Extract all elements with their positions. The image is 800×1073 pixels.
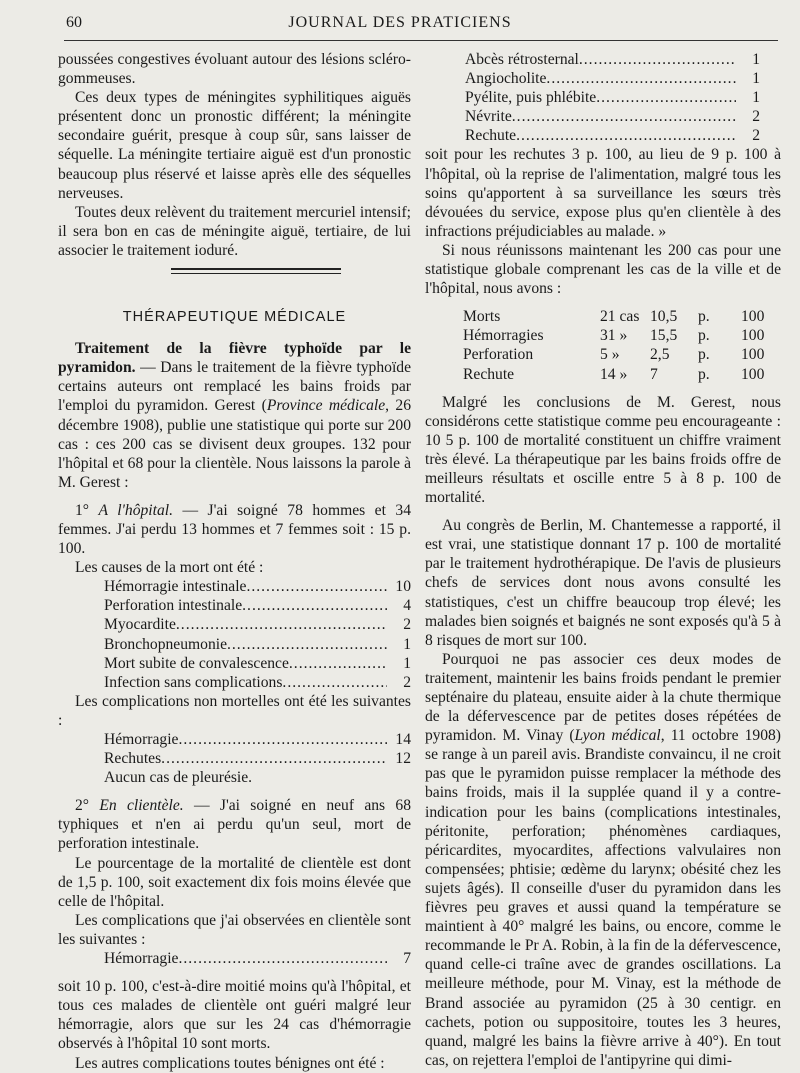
spacer — [425, 384, 781, 393]
table-row: Hémorragies 31 » 15,5 p. 100 — [463, 327, 765, 345]
paragraph: Les causes de la mort ont été : — [75, 559, 264, 577]
paragraph: 2° En clientèle. — J'ai soigné en neuf ans 68 typhiques et n'en ai perdu qu'un seul, mort de perforation intestinale. — [58, 797, 412, 853]
clinic-list — [58, 949, 411, 968]
paragraph: Ces deux types de méningites syphilitiques aiguës présentent donc un pronostic différent; la méningite secondaire guérit, presque à coup sûr, sans laisser de séquelle. La méningite tertiaire aiguë est d'un pronostic beaucoup plus réservé et laisse après elle des séquelles nerveuses. — [58, 89, 411, 202]
right-column — [425, 50, 781, 1070]
paragraph: poussées congestives évoluant autour des lésions scléro-gommeuses. — [58, 51, 411, 88]
spacer — [58, 327, 411, 339]
paragraph: Les complications que j'ai observées en clientèle sont les suivantes : — [58, 911, 411, 948]
complications-list — [58, 730, 411, 787]
table-row: Perforation 5 » 2,5 p. 100 — [463, 346, 765, 364]
paragraph: Au congrès de Berlin, M. Chantemesse a rapporté, il est vrai, une statistique donnant 17 p. 100 de mortalité par le traitement hydrothérapique. De l'avis de plusieurs chefs de services dont nous avons consulté les statistiques, c'est un chiffre beaucoup trop élevé; les malades bien soignés et baignés ne sont exposés qu'à 5 à 8 risques de mort sur 100. — [425, 517, 781, 649]
paragraph: soit 10 p. 100, c'est-à-dire moitié moins qu'à l'hôpital, et tous ces malades de clientèle ont guéri malgré leur hémorragie, alors que sur les 24 cas d'hémorragie observés à l'hôpital 10 sont morts. — [58, 978, 411, 1053]
spacer — [425, 507, 781, 516]
list-item: Myocardite ..... 2 — [104, 615, 411, 634]
spacer — [58, 492, 411, 501]
list-item: Rechute ..... 2 — [465, 126, 760, 145]
journal-title: JOURNAL DES PRATICIENS — [288, 14, 512, 31]
table-row: Rechute 14 » 7 p. 100 — [463, 365, 765, 383]
paragraph: Le pourcentage de la mortalité de clientèle est dont de 1,5 p. 100, soit exactement dix fois moins élevée que celle de l'hôpital. — [58, 854, 411, 910]
list-item: Abcès rétrosternal ..... 1 — [465, 50, 760, 69]
causes-list — [58, 577, 411, 692]
paragraph: Si nous réunissons maintenant les 200 cas pour une statistique globale comprenant les cas de la ville et de l'hôpital, nous avons : — [425, 241, 781, 298]
list-item: Bronchopneumonie ..... 1 — [104, 635, 411, 654]
list-item: Hémorragie intestinale ..... 10 — [104, 577, 411, 596]
other-complications-list — [425, 50, 760, 145]
paragraph: Pourquoi ne pas associer ces deux modes de traitement, maintenir les bains froids pendant le premier septénaire du plateau, ensuite aider à la chute thermique de la défervescence par de petites doses répétées de pyramidon. M. Vinay (Lyon médical, 11 octobre 1908) se range à un pareil avis. Brandiste convaincu, il ne croit pas que le pyramidon puisse remplacer la méthode des bains froids, mais il la supplée quand il y a contre-indication pour les bains (complications intestinales, péritonite, perforation; phénomènes cardiaques, péricardites, myocardites, affections valvulaires non compensées; phtisie; œdème du larynx; obésité chez les sujets âgés). Il conseille d'user du pyramidon dans les fièvres peu graves et aussi quand la température se maintient à 40° malgré les bains, ou encore, comme le recommande le Pr A. Robin, à la fin de la défervescence, quand celle-ci traîne avec de grandes oscillations. La meilleure méthode, pour M. Vinay, est la méthode de Brand associée au pyramidon (25 à 30 centigr. en cachets, potion ou suppositoire, toutes les 3 heures, quand, malgré les bains la fièvre arrive à 40°). En tout cas, on rejettera l'emploi de l'antipyrine qui dimi- — [425, 650, 782, 1069]
paragraph: soit pour les rechutes 3 p. 100, au lieu de 9 p. 100 à l'hôpital, où la reprise de l'alimentation, malgré tous les soins qu'apportent à sa surveillance les sœurs très dévouées du service, expose plus qu'en clientèle à des infractions préjudiciables au malade. » — [425, 146, 781, 240]
list-item: Hémorragie ..... 7 — [104, 949, 411, 968]
list-item: Pyélite, puis phlébite ..... 1 — [465, 88, 760, 107]
list-item: Hémorragie ..... 14 — [104, 730, 411, 749]
paragraph: Malgré les conclusions de M. Gerest, nous considérons cette statistique comme peu encourageante : 10 5 p. 100 de mortalité constituent un chiffre vraiment très élevé. La thérapeutique par les bains froids offre de meilleurs résultats et oscille entre 5 à 8 p. 100 de mortalité. — [425, 393, 781, 507]
left-column — [58, 50, 411, 1073]
spacer — [58, 787, 411, 796]
spacer — [425, 298, 781, 307]
paragraph: 1° A l'hôpital. — J'ai soigné 78 hommes et 34 femmes. J'ai perdu 13 hommes et 7 femmes soit : 15 p. 100. — [58, 501, 411, 558]
list-item: Perforation intestinale ..... 4 — [104, 596, 411, 615]
list-item: Névrite ..... 2 — [465, 107, 760, 126]
list-item: Aucun cas de pleurésie. — [104, 769, 253, 787]
section-separator — [58, 260, 411, 308]
spacer — [58, 968, 411, 977]
paragraph: Traitement de la fièvre typhoïde par le pyramidon. — Dans le traitement de la fièvre typhoïde certains auteurs ont remplacé les bains froids par l'emploi du pyramidon. Gerest (Province médicale, 26 décembre 1908), publie une statistique qui porte sur 200 cas : ces 200 cas se divisent deux groupes. 132 pour l'hôpital et 68 pour la clientèle. Nous laissons la parole à M. Gerest : — [58, 340, 411, 491]
list-item: Angiocholite ..... 1 — [465, 69, 760, 88]
page-number: 60 — [66, 14, 82, 31]
article-title: Traitement de la fièvre typhoïde par le pyramidon. — [58, 340, 411, 377]
header-rule — [64, 40, 778, 41]
paragraph: Toutes deux relèvent du traitement mercuriel intensif; il sera bon en cas de méningite aiguë, tertiaire, de lui associer le traitement ioduré. — [58, 203, 411, 259]
list-item: Mort subite de convalescence ..... 1 — [104, 654, 411, 673]
paragraph: Les complications non mortelles ont été les suivantes : — [58, 692, 411, 729]
separator-rule — [171, 268, 341, 270]
stats-table — [425, 307, 781, 383]
list-item: Rechutes ..... 12 — [104, 749, 411, 768]
table-row: Morts 21 cas 10,5 p. 100 — [463, 308, 765, 326]
paragraph: Les autres complications toutes bénignes ont été : — [75, 1054, 385, 1072]
section-title: THÉRAPEUTIQUE MÉDICALE — [122, 309, 347, 326]
page-header — [0, 14, 800, 38]
separator-rule — [171, 273, 341, 274]
list-item: Infection sans complications ..... 2 — [104, 673, 411, 692]
